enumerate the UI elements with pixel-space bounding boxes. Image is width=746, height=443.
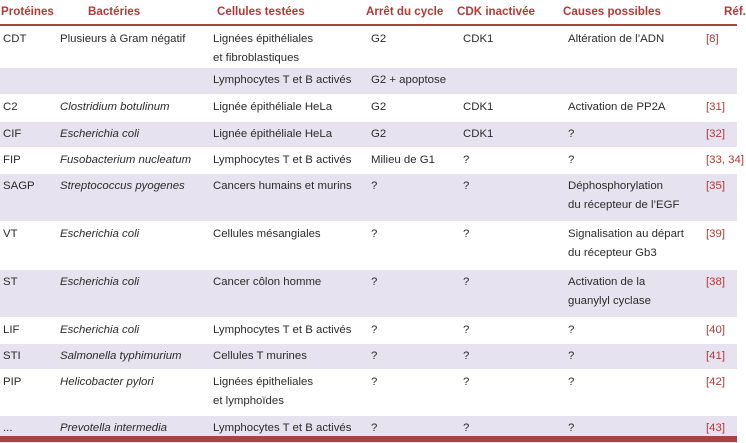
table-row — [0, 343, 737, 369]
cell-bacterie-text: Salmonella typhimurium — [60, 350, 182, 362]
cell-ref — [703, 370, 737, 415]
cell-bacterie — [56, 148, 210, 173]
cell-cellules — [210, 95, 365, 121]
table-row — [0, 173, 737, 221]
cell-ref-text: [41] — [706, 350, 725, 362]
cell-arret — [365, 95, 457, 121]
cell-proteine-text: STI — [3, 350, 21, 362]
cell-causes-text: ? — [568, 128, 575, 140]
cell-causes — [559, 370, 703, 415]
cell-bacterie — [56, 27, 210, 67]
cell-ref — [703, 68, 737, 94]
cell-causes-text: ? — [568, 324, 575, 336]
cell-ref — [703, 222, 737, 269]
cell-bacterie-text: Helicobacter pylori — [60, 376, 154, 388]
cell-ref-text: [35] — [706, 180, 725, 192]
cell-cellules-text: Lignée épithéliale HeLa — [213, 128, 333, 140]
cell-arret — [365, 344, 457, 369]
header-bacteries: Bactéries — [88, 5, 141, 18]
cell-cdk-text: ? — [463, 324, 470, 336]
header-cellules: Cellules testées — [217, 5, 305, 18]
cell-arret-text: ? — [371, 276, 378, 288]
cell-cellules — [210, 148, 365, 173]
cell-cellules-text: Lymphocytes T et B activés — [213, 154, 352, 166]
cell-cdk — [457, 370, 559, 415]
cell-arret — [365, 270, 457, 317]
cell-bacterie-text: Fusobacterium nucleatum — [60, 154, 192, 166]
cell-bacterie — [56, 174, 210, 221]
cell-bacterie — [56, 370, 210, 415]
cell-causes-text: du récepteur Gb3 — [568, 247, 657, 259]
cell-proteine-text: C2 — [3, 101, 18, 113]
cell-bacterie-text: Prevotella intermedia — [60, 422, 167, 434]
table-row — [0, 317, 737, 343]
cell-arret — [365, 370, 457, 415]
cell-arret-text: G2 — [371, 33, 387, 45]
cell-causes — [559, 148, 703, 173]
cell-cdk — [457, 344, 559, 369]
cell-ref — [703, 122, 737, 147]
cell-arret — [365, 148, 457, 173]
cell-ref — [703, 95, 737, 121]
cell-cellules — [210, 222, 365, 269]
cell-cellules — [210, 68, 365, 94]
cell-cellules-text: et fibroblastiques — [213, 52, 300, 64]
table-row — [0, 26, 737, 67]
cell-bacterie — [56, 222, 210, 269]
cell-cdk — [457, 68, 559, 94]
cell-cdk — [457, 318, 559, 343]
header-proteines: Protéines — [1, 5, 54, 18]
cell-bacterie — [56, 318, 210, 343]
cell-causes-text: Déphosphorylation — [568, 180, 663, 192]
cell-arret-text: ? — [371, 180, 378, 192]
cell-bacterie-text: Escherichia coli — [60, 276, 140, 288]
cell-cdk-text: ? — [463, 180, 470, 192]
cell-causes-text: du récepteur de l’EGF — [568, 199, 680, 211]
cell-bacterie-text: Escherichia coli — [60, 324, 140, 336]
cell-bacterie-text: Plusieurs à Gram négatif — [60, 33, 186, 45]
cell-proteine-text: FIP — [3, 154, 21, 166]
table-row — [0, 67, 737, 94]
cell-arret-text: ? — [371, 350, 378, 362]
cell-arret — [365, 318, 457, 343]
cell-causes-text: ? — [568, 154, 575, 166]
cell-proteine — [0, 122, 56, 147]
cell-cellules — [210, 174, 365, 221]
cell-cdk — [457, 122, 559, 147]
cell-cellules-text: Cancer côlon homme — [213, 276, 322, 288]
cell-cdk-text: CDK1 — [463, 33, 494, 45]
header-arret: Arrêt du cycle — [366, 5, 444, 18]
cell-causes-text: ? — [568, 422, 575, 434]
cell-cdk-text: ? — [463, 154, 470, 166]
cell-proteine-text: VT — [3, 228, 18, 240]
cell-arret — [365, 222, 457, 269]
cell-bacterie — [56, 122, 210, 147]
header-causes: Causes possibles — [563, 5, 661, 18]
cell-proteine-text: CDT — [3, 33, 27, 45]
table-header — [0, 0, 746, 26]
cell-cdk-text: CDK1 — [463, 101, 494, 113]
cell-cellules-text: Cellules mésangiales — [213, 228, 321, 240]
cell-cellules — [210, 122, 365, 147]
cell-causes — [559, 222, 703, 269]
cell-causes-text: Altération de l’ADN — [568, 33, 665, 45]
cell-cdk — [457, 27, 559, 67]
cell-arret — [365, 68, 457, 94]
cell-cellules-text: Cellules T murines — [213, 350, 307, 362]
cell-ref-text: [40] — [706, 324, 725, 336]
cell-proteine-text: ST — [3, 276, 18, 288]
cell-cdk — [457, 148, 559, 173]
cell-ref-text: [31] — [706, 101, 725, 113]
cell-cellules-text: et lymphoïdes — [213, 395, 284, 407]
cell-cdk-text: CDK1 — [463, 128, 494, 140]
bottom-rule — [0, 436, 737, 442]
cell-cellules — [210, 27, 365, 67]
cell-proteine-text: PIP — [3, 376, 22, 388]
table-row — [0, 269, 737, 317]
cell-cellules-text: Lymphocytes T et B activés — [213, 422, 352, 434]
cell-cdk-text: ? — [463, 276, 470, 288]
cell-proteine-text: ... — [3, 422, 13, 434]
cell-arret-text: G2 — [371, 128, 387, 140]
cell-causes-text: Signalisation au départ — [568, 228, 684, 240]
cell-proteine — [0, 148, 56, 173]
cell-bacterie — [56, 344, 210, 369]
cell-cellules — [210, 344, 365, 369]
cell-ref — [703, 270, 737, 317]
cell-ref-text: [39] — [706, 228, 725, 240]
cell-cdk — [457, 174, 559, 221]
cell-ref-text: [32] — [706, 128, 725, 140]
cell-cdk-text: ? — [463, 228, 470, 240]
cell-arret — [365, 27, 457, 67]
cell-arret-text: ? — [371, 228, 378, 240]
cell-bacterie-text: Escherichia coli — [60, 228, 140, 240]
cell-arret-text: ? — [371, 376, 378, 388]
cell-arret-text: G2 + apoptose — [371, 74, 447, 86]
cell-proteine-text: SAGP — [3, 180, 35, 192]
cell-bacterie — [56, 270, 210, 317]
cell-cellules — [210, 370, 365, 415]
cell-causes — [559, 68, 703, 94]
table-row — [0, 147, 744, 173]
cell-proteine — [0, 344, 56, 369]
cell-ref-text: [43] — [706, 422, 725, 434]
table-row — [0, 369, 737, 415]
cell-ref — [703, 318, 737, 343]
cell-proteine — [0, 370, 56, 415]
cell-ref-text: [38] — [706, 276, 725, 288]
cell-causes — [559, 174, 703, 221]
cell-arret-text: ? — [371, 324, 378, 336]
cell-proteine — [0, 95, 56, 121]
cell-ref — [703, 27, 737, 67]
cell-arret-text: G2 — [371, 101, 387, 113]
cell-cdk — [457, 95, 559, 121]
cell-causes — [559, 27, 703, 67]
cell-proteine-text: LIF — [3, 324, 20, 336]
cell-cellules — [210, 270, 365, 317]
cell-bacterie-text: Streptococcus pyogenes — [60, 180, 185, 192]
cell-causes-text: ? — [568, 350, 575, 362]
cell-arret — [365, 122, 457, 147]
cell-proteine — [0, 318, 56, 343]
cell-ref — [703, 174, 737, 221]
header-cdk: CDK inactivée — [457, 5, 535, 18]
cell-proteine — [0, 222, 56, 269]
cell-causes-text: Activation de PP2A — [568, 101, 666, 113]
cell-cellules-text: Lymphocytes T et B activés — [213, 324, 352, 336]
cell-cellules-text: Lignées épithéliales — [213, 33, 314, 45]
cell-cdk-text: ? — [463, 350, 470, 362]
cell-cdk-text: ? — [463, 422, 470, 434]
cell-cellules-text: Lignées épitheliales — [213, 376, 314, 388]
cell-ref-text: [42] — [706, 376, 725, 388]
cell-causes — [559, 270, 703, 317]
header-ref: Réf. — [724, 5, 746, 18]
cell-proteine — [0, 27, 56, 67]
cell-causes-text: Activation de la — [568, 276, 646, 288]
cell-causes — [559, 95, 703, 121]
table-body — [0, 26, 744, 443]
cell-causes — [559, 344, 703, 369]
cell-arret-text: Milieu de G1 — [371, 154, 435, 166]
cell-bacterie-text: Escherichia coli — [60, 128, 140, 140]
cell-cellules-text: Lymphocytes T et B activés — [213, 74, 352, 86]
table-row — [0, 221, 737, 269]
cell-bacterie — [56, 95, 210, 121]
table-row — [0, 121, 737, 147]
cell-causes — [559, 318, 703, 343]
cell-proteine — [0, 68, 56, 94]
cell-causes — [559, 122, 703, 147]
cell-cellules — [210, 318, 365, 343]
cell-proteine — [0, 174, 56, 221]
cell-proteine — [0, 270, 56, 317]
cell-causes-text: guanylyl cyclase — [568, 295, 651, 307]
cell-ref — [703, 344, 737, 369]
cell-cellules-text: Cancers humains et murins — [213, 180, 352, 192]
cell-cdk — [457, 222, 559, 269]
cell-ref — [703, 148, 744, 173]
cell-causes-text: ? — [568, 376, 575, 388]
cell-cdk — [457, 270, 559, 317]
cell-cellules-text: Lignée épithéliale HeLa — [213, 101, 333, 113]
cell-arret — [365, 174, 457, 221]
cell-ref-text: [8] — [706, 33, 719, 45]
cell-bacterie — [56, 68, 210, 94]
cell-ref-text: [33, 34] — [706, 154, 744, 166]
table-row — [0, 94, 737, 121]
cell-arret-text: ? — [371, 422, 378, 434]
cell-cdk-text: ? — [463, 376, 470, 388]
cell-proteine-text: CIF — [3, 128, 22, 140]
cell-bacterie-text: Clostridium botulinum — [60, 101, 170, 113]
